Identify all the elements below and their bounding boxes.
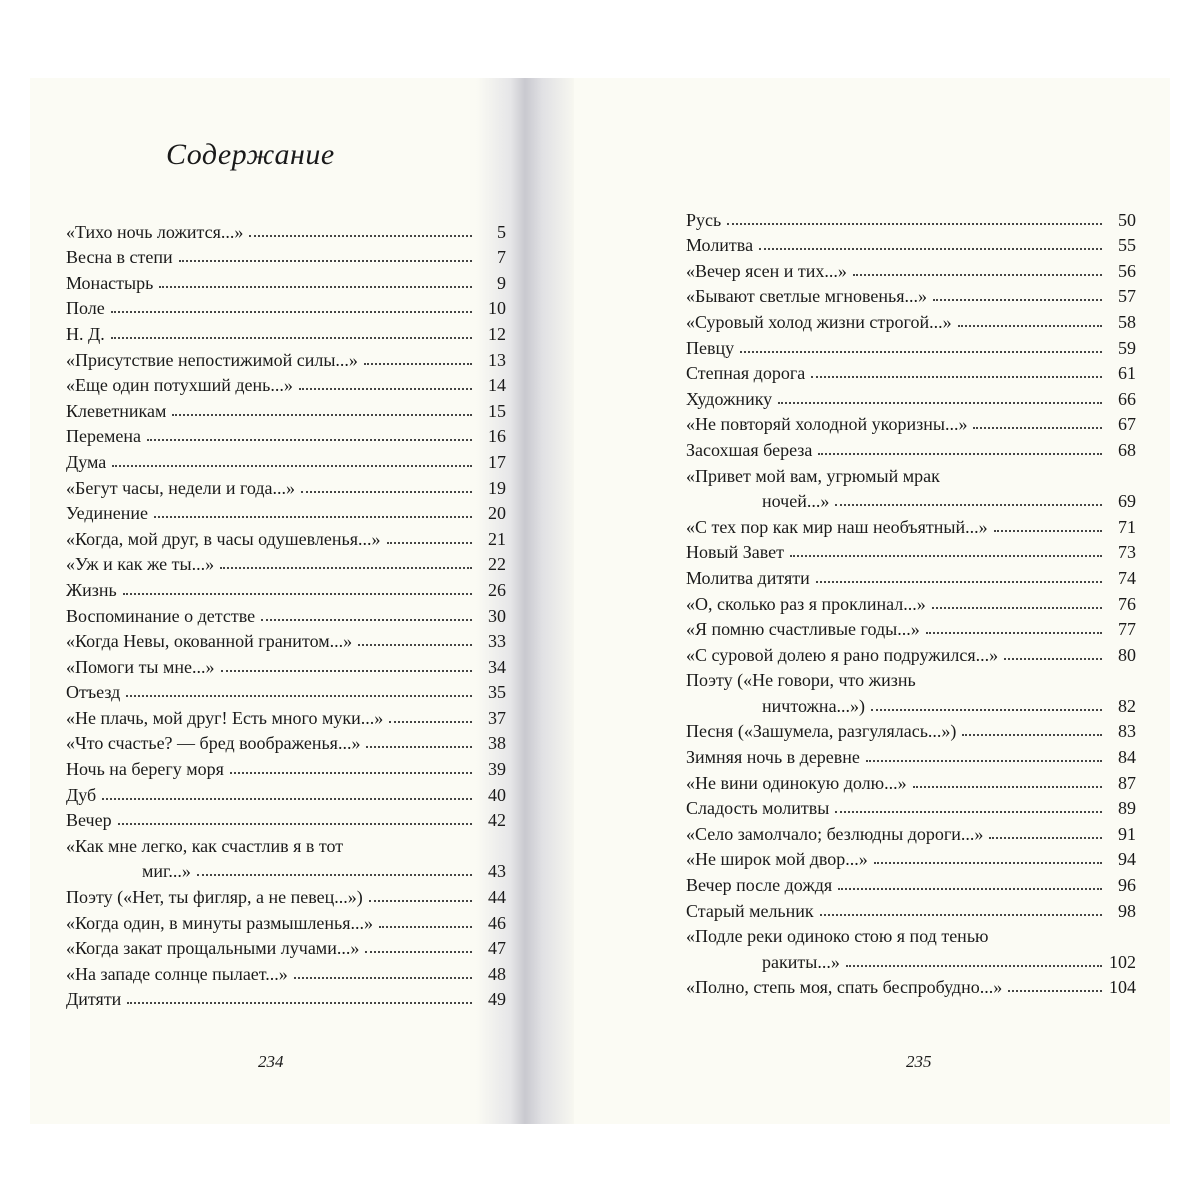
toc-entry bbox=[66, 805, 506, 831]
toc-entry-page: 98 bbox=[1118, 900, 1136, 921]
toc-entry-title-continued: миг...» bbox=[142, 861, 191, 882]
toc-entry-title: Зимняя ночь в деревне bbox=[686, 747, 860, 768]
toc-entry bbox=[686, 639, 1136, 665]
toc-entry bbox=[66, 523, 506, 549]
dot-leader bbox=[301, 491, 472, 493]
toc-entry-title: Воспоминание о детстве bbox=[66, 605, 256, 626]
toc-entry-title: Поле bbox=[66, 298, 105, 319]
dot-leader bbox=[147, 439, 472, 441]
toc-entry-page: 104 bbox=[1109, 977, 1136, 998]
toc-entry bbox=[686, 614, 1136, 640]
toc-entry-page: 48 bbox=[488, 963, 506, 984]
toc-entry bbox=[686, 921, 1136, 972]
toc-entry-page: 102 bbox=[1109, 951, 1136, 972]
toc-entry-title: «Когда Невы, окованной гранитом...» bbox=[66, 631, 353, 652]
dot-leader bbox=[994, 530, 1102, 532]
toc-entry-page: 96 bbox=[1118, 875, 1136, 896]
toc-entry-page: 87 bbox=[1118, 772, 1136, 793]
toc-entry bbox=[66, 677, 506, 703]
dot-leader bbox=[838, 888, 1102, 890]
toc-entry bbox=[66, 216, 506, 242]
dot-leader bbox=[932, 607, 1102, 609]
toc-entry-page: 89 bbox=[1118, 798, 1136, 819]
toc-entry-title: Жизнь bbox=[66, 579, 117, 600]
toc-entry bbox=[66, 933, 506, 959]
toc-entry-page: 66 bbox=[1118, 388, 1136, 409]
toc-entry bbox=[66, 830, 506, 881]
toc-entry-line bbox=[686, 460, 1136, 486]
toc-entry-title: Вечер bbox=[66, 810, 112, 831]
toc-entry-title: «С тех пор как мир наш необъятный...» bbox=[686, 516, 988, 537]
toc-entry bbox=[686, 588, 1136, 614]
dot-leader bbox=[261, 619, 472, 621]
toc-entry-title: Засохшая береза bbox=[686, 439, 813, 460]
toc-entry-page: 12 bbox=[488, 323, 506, 344]
dot-leader bbox=[790, 555, 1102, 557]
toc-entry-title: «Что счастье? — бред воображенья...» bbox=[66, 733, 361, 754]
toc-entry-page: 21 bbox=[488, 528, 506, 549]
toc-entry-page: 56 bbox=[1118, 260, 1136, 281]
toc-entry bbox=[66, 498, 506, 524]
toc-entry bbox=[66, 293, 506, 319]
left-page bbox=[66, 78, 506, 1124]
dot-leader bbox=[811, 376, 1102, 378]
toc-entry-page: 74 bbox=[1118, 567, 1136, 588]
toc-entry-page: 13 bbox=[488, 349, 506, 370]
toc-entry bbox=[66, 984, 506, 1010]
toc-entry-page: 19 bbox=[488, 477, 506, 498]
toc-entry-title: Ночь на берегу моря bbox=[66, 759, 224, 780]
toc-entry-page: 5 bbox=[497, 221, 506, 242]
dot-leader bbox=[249, 235, 472, 237]
dot-leader bbox=[727, 223, 1102, 225]
toc-entry-title: «Я помню счастливые годы...» bbox=[686, 619, 920, 640]
right-page bbox=[686, 78, 1136, 1124]
toc-entry bbox=[66, 395, 506, 421]
dot-leader bbox=[846, 965, 1102, 967]
toc-entry-page: 14 bbox=[488, 375, 506, 396]
toc-entry bbox=[66, 881, 506, 907]
toc-entry-page: 20 bbox=[488, 503, 506, 524]
toc-entry bbox=[66, 651, 506, 677]
toc-entry bbox=[686, 767, 1136, 793]
dot-leader bbox=[958, 325, 1102, 327]
dot-leader bbox=[740, 351, 1102, 353]
toc-entry-line bbox=[686, 690, 1136, 716]
toc-entry-line bbox=[66, 856, 506, 882]
dot-leader bbox=[913, 786, 1102, 788]
toc-entry bbox=[66, 958, 506, 984]
toc-entry-title: Песня («Зашумела, разгулялась...») bbox=[686, 721, 957, 742]
toc-entry-title: «На западе солнце пылает...» bbox=[66, 963, 288, 984]
toc-entry-title: «Не вини одинокую долю...» bbox=[686, 772, 907, 793]
dot-leader bbox=[1008, 990, 1102, 992]
toc-entry bbox=[66, 753, 506, 779]
toc-entry-page: 57 bbox=[1118, 286, 1136, 307]
toc-entry-title: Русь bbox=[686, 209, 722, 230]
toc-entry-title: Перемена bbox=[66, 426, 141, 447]
toc-entry-page: 17 bbox=[488, 451, 506, 472]
dot-leader bbox=[294, 977, 472, 979]
toc-entry-page: 77 bbox=[1118, 619, 1136, 640]
toc-entry bbox=[686, 793, 1136, 819]
toc-entry-title-continued: ничтожна...») bbox=[762, 695, 866, 716]
dot-leader bbox=[127, 1002, 472, 1004]
toc-entry-page: 91 bbox=[1118, 823, 1136, 844]
toc-entry-title: «Еще один потухший день...» bbox=[66, 375, 293, 396]
toc-entry bbox=[686, 537, 1136, 563]
dot-leader bbox=[387, 542, 472, 544]
toc-entry-title: «Уж и как же ты...» bbox=[66, 554, 215, 575]
toc-entry bbox=[66, 907, 506, 933]
toc-list-right bbox=[686, 204, 1136, 997]
dot-leader bbox=[220, 567, 472, 569]
toc-entry bbox=[66, 242, 506, 268]
toc-entry-title: «Подле реки одиноко стою я под тенью bbox=[686, 926, 989, 947]
toc-entry-title: Художнику bbox=[686, 388, 773, 409]
dot-leader bbox=[159, 286, 472, 288]
toc-entry bbox=[686, 332, 1136, 358]
toc-entry bbox=[686, 255, 1136, 281]
dot-leader bbox=[111, 311, 472, 313]
dot-leader bbox=[818, 453, 1102, 455]
dot-leader bbox=[230, 772, 472, 774]
page-number-left: 234 bbox=[258, 1052, 284, 1071]
dot-leader bbox=[154, 516, 472, 518]
dot-leader bbox=[126, 695, 472, 697]
toc-entry bbox=[66, 370, 506, 396]
toc-entry-title: Вечер после дождя bbox=[686, 875, 833, 896]
toc-entry-page: 94 bbox=[1118, 849, 1136, 870]
dot-leader bbox=[933, 299, 1102, 301]
toc-entry-page: 73 bbox=[1118, 542, 1136, 563]
dot-leader bbox=[820, 914, 1102, 916]
toc-title: Содержание bbox=[166, 138, 335, 171]
toc-entry-title: Молитва дитяти bbox=[686, 567, 810, 588]
dot-leader bbox=[123, 593, 472, 595]
dot-leader bbox=[118, 823, 472, 825]
dot-leader bbox=[926, 632, 1102, 634]
toc-entry-title: «Не широк мой двор...» bbox=[686, 849, 868, 870]
toc-entry-title: «Полно, степь моя, спать беспробудно...» bbox=[686, 977, 1003, 998]
toc-entry-page: 83 bbox=[1118, 721, 1136, 742]
toc-entry bbox=[686, 972, 1136, 998]
toc-entry-title: «С суровой долею я рано подружился...» bbox=[686, 644, 999, 665]
toc-entry bbox=[66, 549, 506, 575]
dot-leader bbox=[179, 260, 472, 262]
dot-leader bbox=[364, 363, 472, 365]
toc-entry-page: 58 bbox=[1118, 311, 1136, 332]
toc-entry-title: Поэту («Нет, ты фигляр, а не певец...») bbox=[66, 887, 363, 908]
book-spread bbox=[30, 78, 1170, 1124]
dot-leader bbox=[759, 248, 1102, 250]
toc-entry-title: Степная дорога bbox=[686, 363, 806, 384]
toc-entry-title: Клеветникам bbox=[66, 400, 167, 421]
dot-leader bbox=[962, 734, 1102, 736]
toc-entry bbox=[66, 600, 506, 626]
toc-entry bbox=[686, 511, 1136, 537]
toc-entry bbox=[66, 421, 506, 447]
toc-entry-page: 38 bbox=[488, 733, 506, 754]
toc-entry bbox=[66, 779, 506, 805]
toc-entry-page: 68 bbox=[1118, 439, 1136, 460]
toc-list-left bbox=[66, 216, 506, 1009]
dot-leader bbox=[1004, 658, 1102, 660]
dot-leader bbox=[835, 811, 1102, 813]
toc-entry bbox=[66, 267, 506, 293]
toc-entry-page: 40 bbox=[488, 784, 506, 805]
toc-entry-page: 59 bbox=[1118, 337, 1136, 358]
toc-entry-page: 15 bbox=[488, 400, 506, 421]
toc-entry-title: Молитва bbox=[686, 235, 754, 256]
toc-entry-title: «Как мне легко, как счастлив я в тот bbox=[66, 835, 344, 856]
toc-entry-title: «О, сколько раз я проклинал...» bbox=[686, 593, 926, 614]
toc-entry-page: 33 bbox=[488, 631, 506, 652]
dot-leader bbox=[369, 900, 472, 902]
toc-entry-title: «Привет мой вам, угрюмый мрак bbox=[686, 465, 940, 486]
dot-leader bbox=[778, 402, 1102, 404]
toc-entry bbox=[686, 562, 1136, 588]
toc-entry-page: 9 bbox=[497, 272, 506, 293]
dot-leader bbox=[866, 760, 1102, 762]
toc-entry-title: «Село замолчало; безлюдны дороги...» bbox=[686, 823, 984, 844]
toc-entry-page: 26 bbox=[488, 579, 506, 600]
toc-entry-page: 39 bbox=[488, 759, 506, 780]
toc-entry-page: 67 bbox=[1118, 414, 1136, 435]
page-number-right: 235 bbox=[906, 1052, 932, 1071]
toc-entry-page: 44 bbox=[488, 887, 506, 908]
toc-entry-title-continued: ночей...» bbox=[762, 491, 830, 512]
toc-entry bbox=[66, 626, 506, 652]
toc-entry bbox=[686, 358, 1136, 384]
toc-entry bbox=[686, 460, 1136, 511]
toc-entry-page: 10 bbox=[488, 298, 506, 319]
toc-entry bbox=[66, 318, 506, 344]
dot-leader bbox=[102, 798, 472, 800]
dot-leader bbox=[835, 504, 1102, 506]
toc-entry-page: 69 bbox=[1118, 491, 1136, 512]
dot-leader bbox=[973, 427, 1102, 429]
dot-leader bbox=[816, 581, 1102, 583]
dot-leader bbox=[366, 746, 472, 748]
toc-entry-title: «Присутствие непостижимой силы...» bbox=[66, 349, 358, 370]
toc-entry bbox=[686, 716, 1136, 742]
toc-entry-page: 61 bbox=[1118, 363, 1136, 384]
toc-entry-page: 22 bbox=[488, 554, 506, 575]
toc-entry-title: Н. Д. bbox=[66, 323, 105, 344]
dot-leader bbox=[871, 709, 1102, 711]
dot-leader bbox=[111, 337, 472, 339]
toc-entry bbox=[686, 869, 1136, 895]
toc-entry bbox=[686, 434, 1136, 460]
toc-entry-title: «Вечер ясен и тих...» bbox=[686, 260, 847, 281]
toc-entry-title: Старый мельник bbox=[686, 900, 814, 921]
dot-leader bbox=[365, 951, 472, 953]
dot-leader bbox=[389, 721, 472, 723]
toc-entry bbox=[686, 895, 1136, 921]
toc-entry-page: 42 bbox=[488, 810, 506, 831]
toc-entry bbox=[686, 281, 1136, 307]
toc-entry-title: Монастырь bbox=[66, 272, 154, 293]
dot-leader bbox=[379, 926, 472, 928]
dot-leader bbox=[989, 837, 1102, 839]
toc-entry-title: Дума bbox=[66, 451, 107, 472]
dot-leader bbox=[853, 274, 1102, 276]
toc-entry bbox=[686, 818, 1136, 844]
toc-entry bbox=[66, 344, 506, 370]
toc-entry-page: 16 bbox=[488, 426, 506, 447]
toc-entry-title: «Суровый холод жизни строгой...» bbox=[686, 311, 952, 332]
toc-entry-line bbox=[686, 946, 1136, 972]
toc-entry-page: 35 bbox=[488, 682, 506, 703]
dot-leader bbox=[358, 644, 472, 646]
dot-leader bbox=[197, 874, 472, 876]
toc-entry-title: «Не повторяй холодной укоризны...» bbox=[686, 414, 968, 435]
toc-entry-title: «Бегут часы, недели и года...» bbox=[66, 477, 296, 498]
toc-entry-title: Новый Завет bbox=[686, 542, 784, 563]
toc-entry-page: 55 bbox=[1118, 235, 1136, 256]
toc-entry bbox=[686, 230, 1136, 256]
toc-entry-title: «Когда один, в минуты размышленья...» bbox=[66, 912, 374, 933]
toc-entry bbox=[66, 472, 506, 498]
toc-entry-page: 47 bbox=[488, 938, 506, 959]
toc-entry-title-continued: ракиты...» bbox=[762, 951, 840, 972]
toc-entry-title: Уединение bbox=[66, 503, 149, 524]
toc-entry-title: Отъезд bbox=[66, 682, 121, 703]
toc-entry-page: 46 bbox=[488, 912, 506, 933]
toc-entry-page: 43 bbox=[488, 861, 506, 882]
toc-entry-title: «Тихо ночь ложится...» bbox=[66, 221, 244, 242]
toc-entry bbox=[686, 409, 1136, 435]
toc-entry bbox=[686, 204, 1136, 230]
toc-entry-page: 37 bbox=[488, 707, 506, 728]
toc-entry-title: Дуб bbox=[66, 784, 97, 805]
toc-entry bbox=[686, 665, 1136, 716]
toc-entry-page: 7 bbox=[497, 247, 506, 268]
toc-entry-line bbox=[66, 830, 506, 856]
toc-entry-title: Певцу bbox=[686, 337, 735, 358]
toc-entry-title: «Не плачь, мой друг! Есть много муки...» bbox=[66, 707, 384, 728]
toc-entry-title: Поэту («Не говори, что жизнь bbox=[686, 670, 916, 691]
dot-leader bbox=[874, 862, 1102, 864]
toc-entry bbox=[66, 728, 506, 754]
toc-entry-line bbox=[686, 921, 1136, 947]
dot-leader bbox=[221, 670, 472, 672]
toc-entry-page: 34 bbox=[488, 656, 506, 677]
toc-entry bbox=[66, 574, 506, 600]
toc-entry-page: 84 bbox=[1118, 747, 1136, 768]
toc-entry-page: 82 bbox=[1118, 695, 1136, 716]
toc-entry bbox=[686, 741, 1136, 767]
dot-leader bbox=[172, 414, 472, 416]
toc-entry-page: 49 bbox=[488, 989, 506, 1010]
toc-entry bbox=[686, 383, 1136, 409]
toc-entry bbox=[66, 446, 506, 472]
toc-entry-title: Сладость молитвы bbox=[686, 798, 830, 819]
toc-entry-title: «Помоги ты мне...» bbox=[66, 656, 215, 677]
toc-entry-line bbox=[686, 486, 1136, 512]
toc-entry-title: Дитяти bbox=[66, 989, 122, 1010]
toc-entry-page: 76 bbox=[1118, 593, 1136, 614]
toc-entry-title: «Когда закат прощальными лучами...» bbox=[66, 938, 360, 959]
toc-entry bbox=[686, 306, 1136, 332]
toc-entry bbox=[686, 844, 1136, 870]
toc-entry-title: Весна в степи bbox=[66, 247, 173, 268]
toc-entry-page: 50 bbox=[1118, 209, 1136, 230]
toc-entry-title: «Когда, мой друг, в часы одушевленья...» bbox=[66, 528, 381, 549]
dot-leader bbox=[112, 465, 472, 467]
toc-entry-page: 30 bbox=[488, 605, 506, 626]
toc-entry bbox=[66, 702, 506, 728]
toc-entry-title: «Бывают светлые мгновенья...» bbox=[686, 286, 928, 307]
toc-entry-page: 71 bbox=[1118, 516, 1136, 537]
toc-entry-line bbox=[686, 665, 1136, 691]
toc-entry-page: 80 bbox=[1118, 644, 1136, 665]
dot-leader bbox=[299, 388, 472, 390]
